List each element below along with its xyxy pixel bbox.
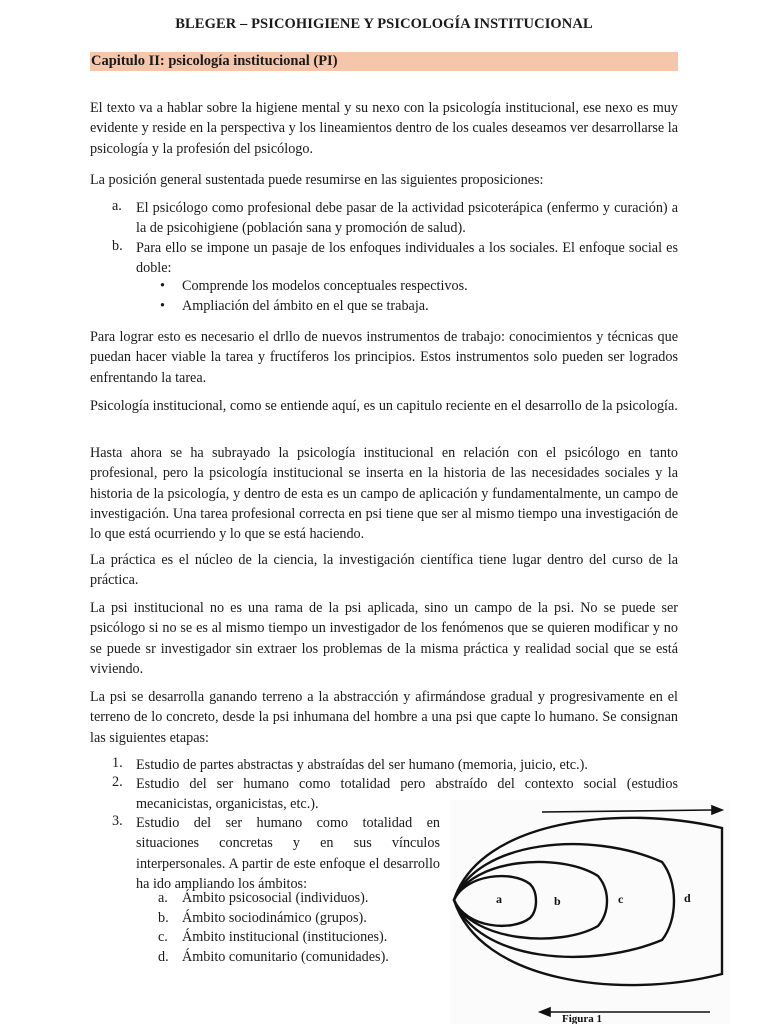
document-title: BLEGER – PSICOHIGIENE Y PSICOLOGÍA INSTITUCIONAL xyxy=(175,16,593,32)
label-d: d xyxy=(684,891,691,905)
list-label: b. xyxy=(158,910,169,926)
list-text: Estudio de partes abstractas y abstraídas del ser humano (memoria, juicio, etc.). xyxy=(136,757,588,773)
list-label: b. xyxy=(112,238,123,254)
list-text: Para ello se impone un pasaje de los enfoques individuales a los sociales. El enfoque social es doble: xyxy=(136,240,678,277)
paragraph xyxy=(90,443,678,544)
label-a: a xyxy=(496,892,502,906)
bullet-text: Comprende los modelos conceptuales respectivos. xyxy=(182,278,468,294)
propositions-intro xyxy=(90,170,678,190)
list-text: Ámbito psicosocial (individuos). xyxy=(182,890,369,906)
paragraph-text: Para lograr esto es necesario el drllo de nuevos instrumentos de trabajo: conocimientos y técnicas que puedan hacer viable la tarea y fructíferos los principios. Estos instrumentos solo pueden ser logrados enfrentando la tarea. xyxy=(90,329,678,386)
paragraph xyxy=(90,687,678,748)
paragraph xyxy=(90,396,678,416)
ambito-c-ellipse xyxy=(454,844,674,957)
list-label: c. xyxy=(158,929,168,945)
chapter-heading: Capitulo II: psicología institucional (PI) xyxy=(90,52,678,71)
figure-nested-ambitos xyxy=(450,800,730,1024)
list-label: d. xyxy=(158,949,169,965)
list-label: 1. xyxy=(112,755,123,771)
paragraph-text: Psicología institucional, como se entiende aquí, es un capitulo reciente en el desarrollo de la psicología. xyxy=(90,398,678,414)
list-text: Ámbito institucional (instituciones). xyxy=(182,929,388,945)
bullet-text: Ampliación del ámbito en el que se trabaja. xyxy=(182,298,429,314)
paragraph-text: La práctica es el núcleo de la ciencia, la investigación científica tiene lugar dentro del curso de la práctica. xyxy=(90,552,678,589)
paragraph xyxy=(90,550,678,591)
list-text: El psicólogo como profesional debe pasar de la actividad psicoterápica (enfermo y curación) a la de psicohigiene (población sana y promoción de salud). xyxy=(136,200,678,237)
list-label: a. xyxy=(112,198,122,214)
bullet-icon: • xyxy=(160,298,165,314)
ambito-d-ellipse xyxy=(454,818,722,985)
paragraph-text: La psi se desarrolla ganando terreno a la abstracción y afirmándose gradual y progresivamente en el terreno de lo concreto, desde la psi inhumana del hombre a una psi que capte lo humano. Se consignan las siguientes etapas: xyxy=(90,689,678,746)
list-label: a. xyxy=(158,890,168,906)
bullet-icon: • xyxy=(160,278,165,294)
list-label: 2. xyxy=(112,774,123,790)
list-text: Ámbito sociodinámico (grupos). xyxy=(182,910,367,926)
list-label: 3. xyxy=(112,813,123,829)
label-b: b xyxy=(554,894,561,908)
top-arrow-line xyxy=(542,810,712,812)
nested-ellipses-diagram xyxy=(450,800,730,1024)
paragraph-text: El texto va a hablar sobre la higiene mental y su nexo con la psicología institucional, ese nexo es muy evidente y reside en la perspectiva y los lineamientos dentro de los cuales deseamos ver desarrollarse la psicología y la profesión del psicólogo. xyxy=(90,100,678,157)
paragraph xyxy=(90,327,678,388)
list-text: Ámbito comunitario (comunidades). xyxy=(182,949,389,965)
list-text: Estudio del ser humano como totalidad pero abstraído del contexto social (estudios mecanicistas, organicistas, etc.). xyxy=(136,776,678,813)
figure-caption: Figura 1 xyxy=(562,1013,603,1024)
top-arrow-head xyxy=(712,806,722,814)
paragraph-text: La psi institucional no es una rama de la psi aplicada, sino un campo de la psi. No se puede ser psicólogo si no se es al mismo tiempo un investigador de los fenómenos que se quieren modificar y no se puede sr investigador sin extraer los problemas de la misma práctica y realidad social que se está viviendo. xyxy=(90,600,678,677)
bottom-arrow-head xyxy=(540,1008,550,1016)
ambito-b-ellipse xyxy=(454,862,607,939)
paragraph-text: Hasta ahora se ha subrayado la psicología institucional en relación con el psicólogo en tanto profesional, pero la psicología institucional se inserta en la historia de las necesidades sociales y la historia de la psicología, y dentro de esta es un campo de aplicación y fundamentalmente, un campo de investigación. Una tarea profesional correcta en psi tiene que ser al mismo tiempo una investigación de lo que está ocurriendo y lo que se está haciendo. xyxy=(90,445,678,543)
intro-paragraph xyxy=(90,98,678,159)
paragraph-text: La posición general sustentada puede resumirse en las siguientes proposiciones: xyxy=(90,172,544,188)
list-text: Estudio del ser humano como totalidad en situaciones concretas y en sus vínculos interpersonales. A partir de este enfoque el desarrollo ha ido ampliando los ámbitos: xyxy=(136,815,440,892)
label-c: c xyxy=(618,892,624,906)
paragraph xyxy=(90,598,678,679)
